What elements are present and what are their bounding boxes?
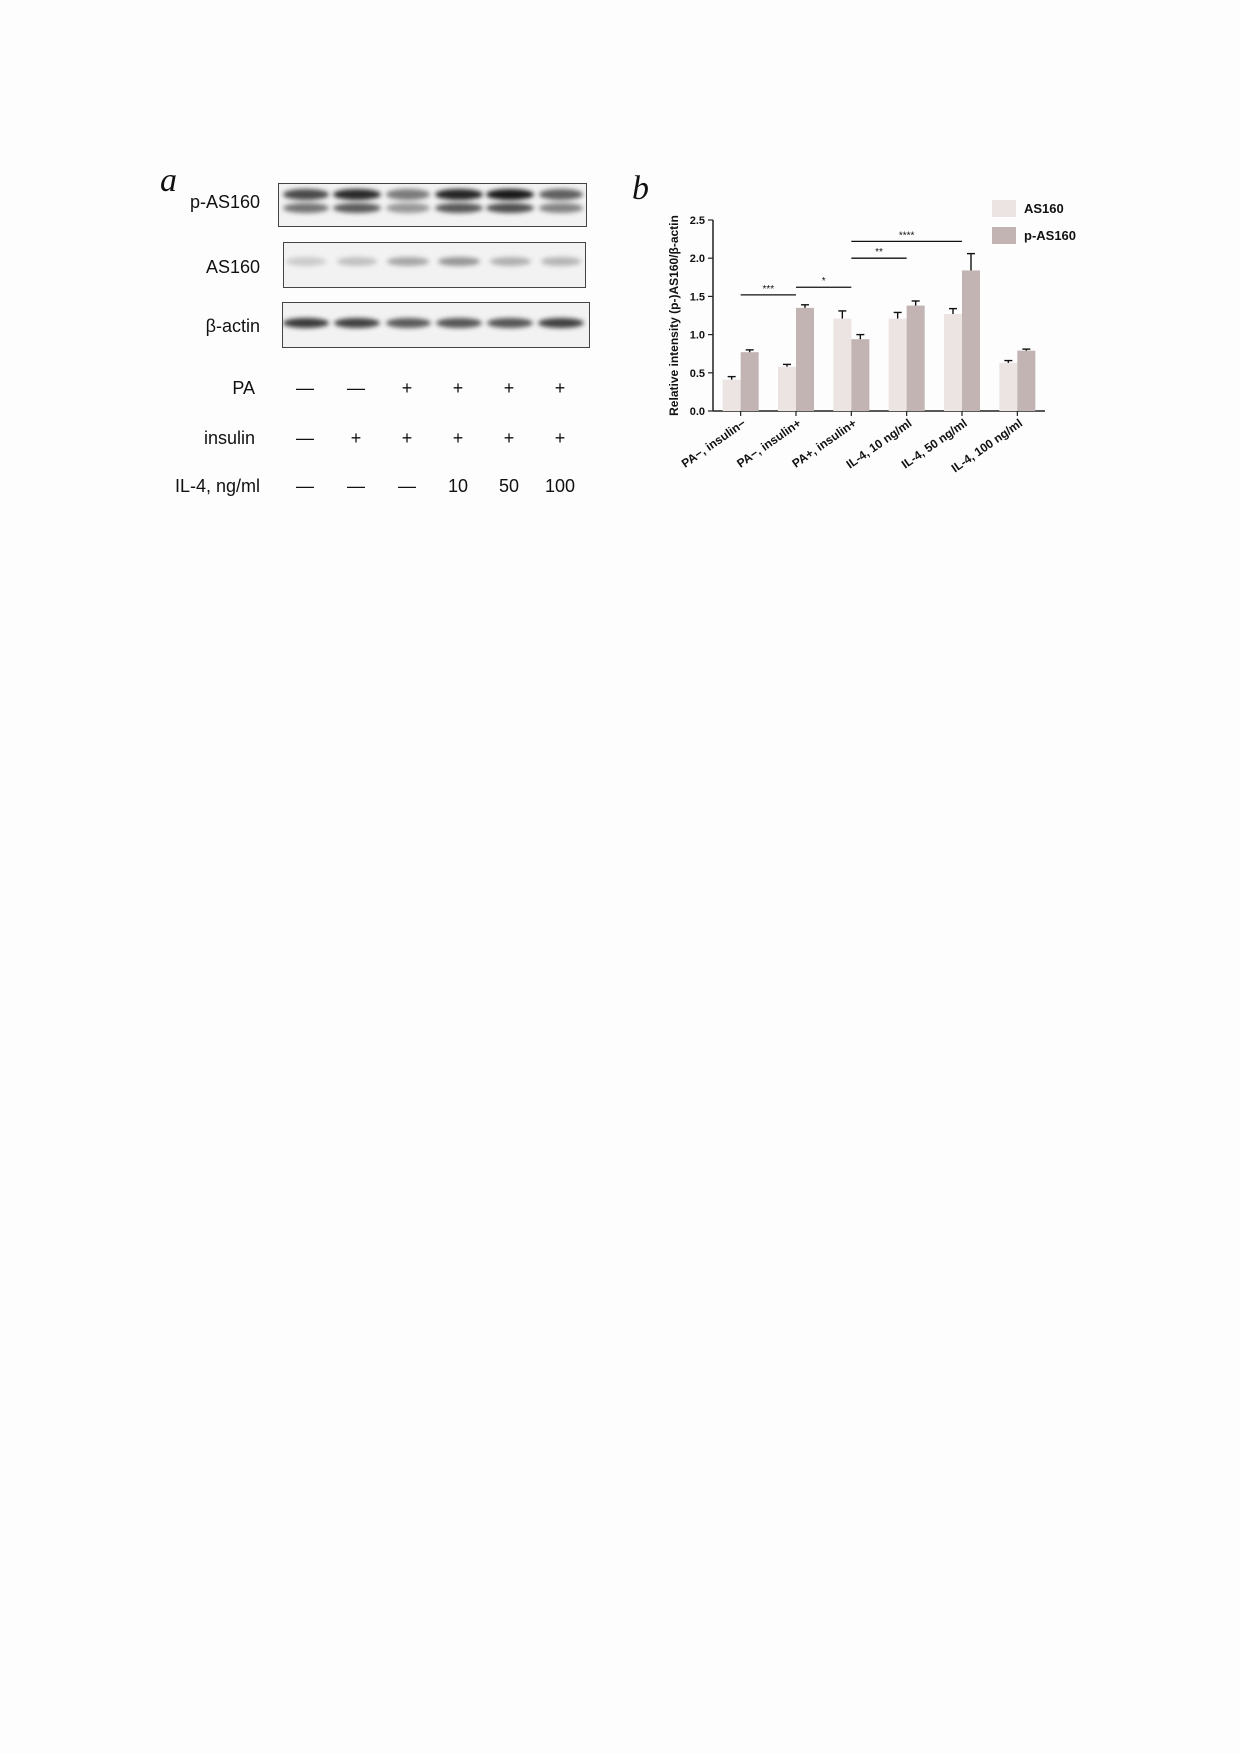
- bar-p-as160: [741, 352, 759, 411]
- condition-label: IL-4, ng/ml: [174, 476, 260, 496]
- condition-value: —: [347, 476, 365, 496]
- y-tick-label: 0.5: [689, 367, 705, 380]
- y-tick-label: 1.5: [689, 291, 705, 304]
- bar-p-as160: [1017, 351, 1035, 411]
- blot-membrane: [278, 183, 587, 227]
- blot-band: [333, 189, 380, 200]
- condition-value: +: [401, 428, 413, 448]
- bar-p-as160: [962, 270, 980, 411]
- blot-band: [539, 203, 584, 213]
- blot-band: [334, 318, 380, 328]
- blot-band: [435, 189, 483, 200]
- blot-band: [387, 257, 429, 266]
- significance-label: **: [875, 247, 883, 259]
- legend-swatch: [992, 227, 1016, 244]
- condition-value: 50: [498, 476, 520, 496]
- blot-band: [386, 189, 430, 200]
- x-tick-label: IL-4, 100 ng/ml: [948, 415, 1026, 476]
- condition-value: +: [554, 428, 566, 448]
- blot-band: [486, 189, 534, 200]
- bar-as160: [944, 314, 962, 411]
- condition-value: —: [296, 378, 314, 398]
- condition-label: PA: [232, 378, 255, 398]
- significance-label: *: [821, 276, 826, 288]
- bar-p-as160: [907, 306, 925, 411]
- blot-row-label: AS160: [205, 257, 260, 277]
- condition-label: insulin: [203, 428, 255, 448]
- bar-chart: [660, 190, 1220, 550]
- blot-band: [286, 257, 326, 266]
- bar-as160: [833, 319, 851, 411]
- condition-value: —: [296, 428, 314, 448]
- x-tick-label: PA−, insulin+: [734, 415, 804, 471]
- condition-value: +: [452, 428, 464, 448]
- panel-b-letter: b: [632, 170, 649, 207]
- x-tick-label: PA+, insulin+: [789, 415, 860, 471]
- blot-band: [283, 189, 329, 200]
- condition-value: +: [401, 378, 413, 398]
- x-tick-label: PA−, insulin−: [678, 415, 749, 471]
- blot-row-label: β-actin: [205, 316, 260, 336]
- x-tick-label: IL-4, 10 ng/ml: [843, 415, 915, 472]
- y-tick-label: 1.0: [689, 329, 705, 342]
- blot-band: [333, 203, 380, 213]
- condition-value: +: [350, 428, 362, 448]
- condition-value: —: [398, 476, 416, 496]
- condition-value: +: [503, 378, 515, 398]
- blot-band: [283, 318, 330, 328]
- condition-value: +: [452, 378, 464, 398]
- y-tick-label: 2.0: [689, 253, 705, 266]
- condition-value: +: [503, 428, 515, 448]
- blot-row-label: p-AS160: [189, 192, 260, 212]
- panel-a-letter: a: [160, 162, 177, 199]
- y-tick-label: 0.0: [689, 406, 705, 418]
- bar-as160: [999, 363, 1017, 411]
- blot-band: [436, 318, 481, 328]
- bar-p-as160: [796, 308, 814, 411]
- bar-as160: [778, 367, 796, 411]
- significance-label: ****: [898, 230, 915, 242]
- blot-band: [283, 203, 329, 213]
- blot-band: [539, 189, 584, 200]
- blot-band: [386, 318, 431, 328]
- y-axis-label: Relative intensity (p-)AS160/β-actin: [667, 215, 681, 416]
- legend-label: AS160: [1024, 201, 1064, 216]
- blot-band: [386, 203, 430, 213]
- legend-label: p-AS160: [1024, 228, 1077, 243]
- x-tick-label: IL-4, 50 ng/ml: [898, 415, 970, 472]
- bar-as160: [723, 380, 741, 411]
- condition-value: +: [554, 378, 566, 398]
- bar-as160: [889, 319, 907, 411]
- blot-band: [438, 257, 480, 266]
- blot-band: [490, 257, 531, 266]
- legend-swatch: [992, 200, 1016, 217]
- y-tick-label: 2.5: [689, 215, 705, 227]
- blot-band: [538, 318, 584, 328]
- blot-membrane: [283, 242, 586, 288]
- blot-band: [487, 318, 532, 328]
- blot-band: [486, 203, 534, 213]
- blot-membrane: [282, 302, 590, 348]
- condition-value: 100: [544, 476, 576, 496]
- condition-value: —: [347, 378, 365, 398]
- blot-band: [541, 257, 582, 266]
- blot-band: [435, 203, 483, 213]
- condition-value: 10: [447, 476, 469, 496]
- significance-label: ***: [762, 283, 775, 295]
- bar-p-as160: [851, 339, 869, 411]
- blot-band: [337, 257, 377, 266]
- condition-value: —: [296, 476, 314, 496]
